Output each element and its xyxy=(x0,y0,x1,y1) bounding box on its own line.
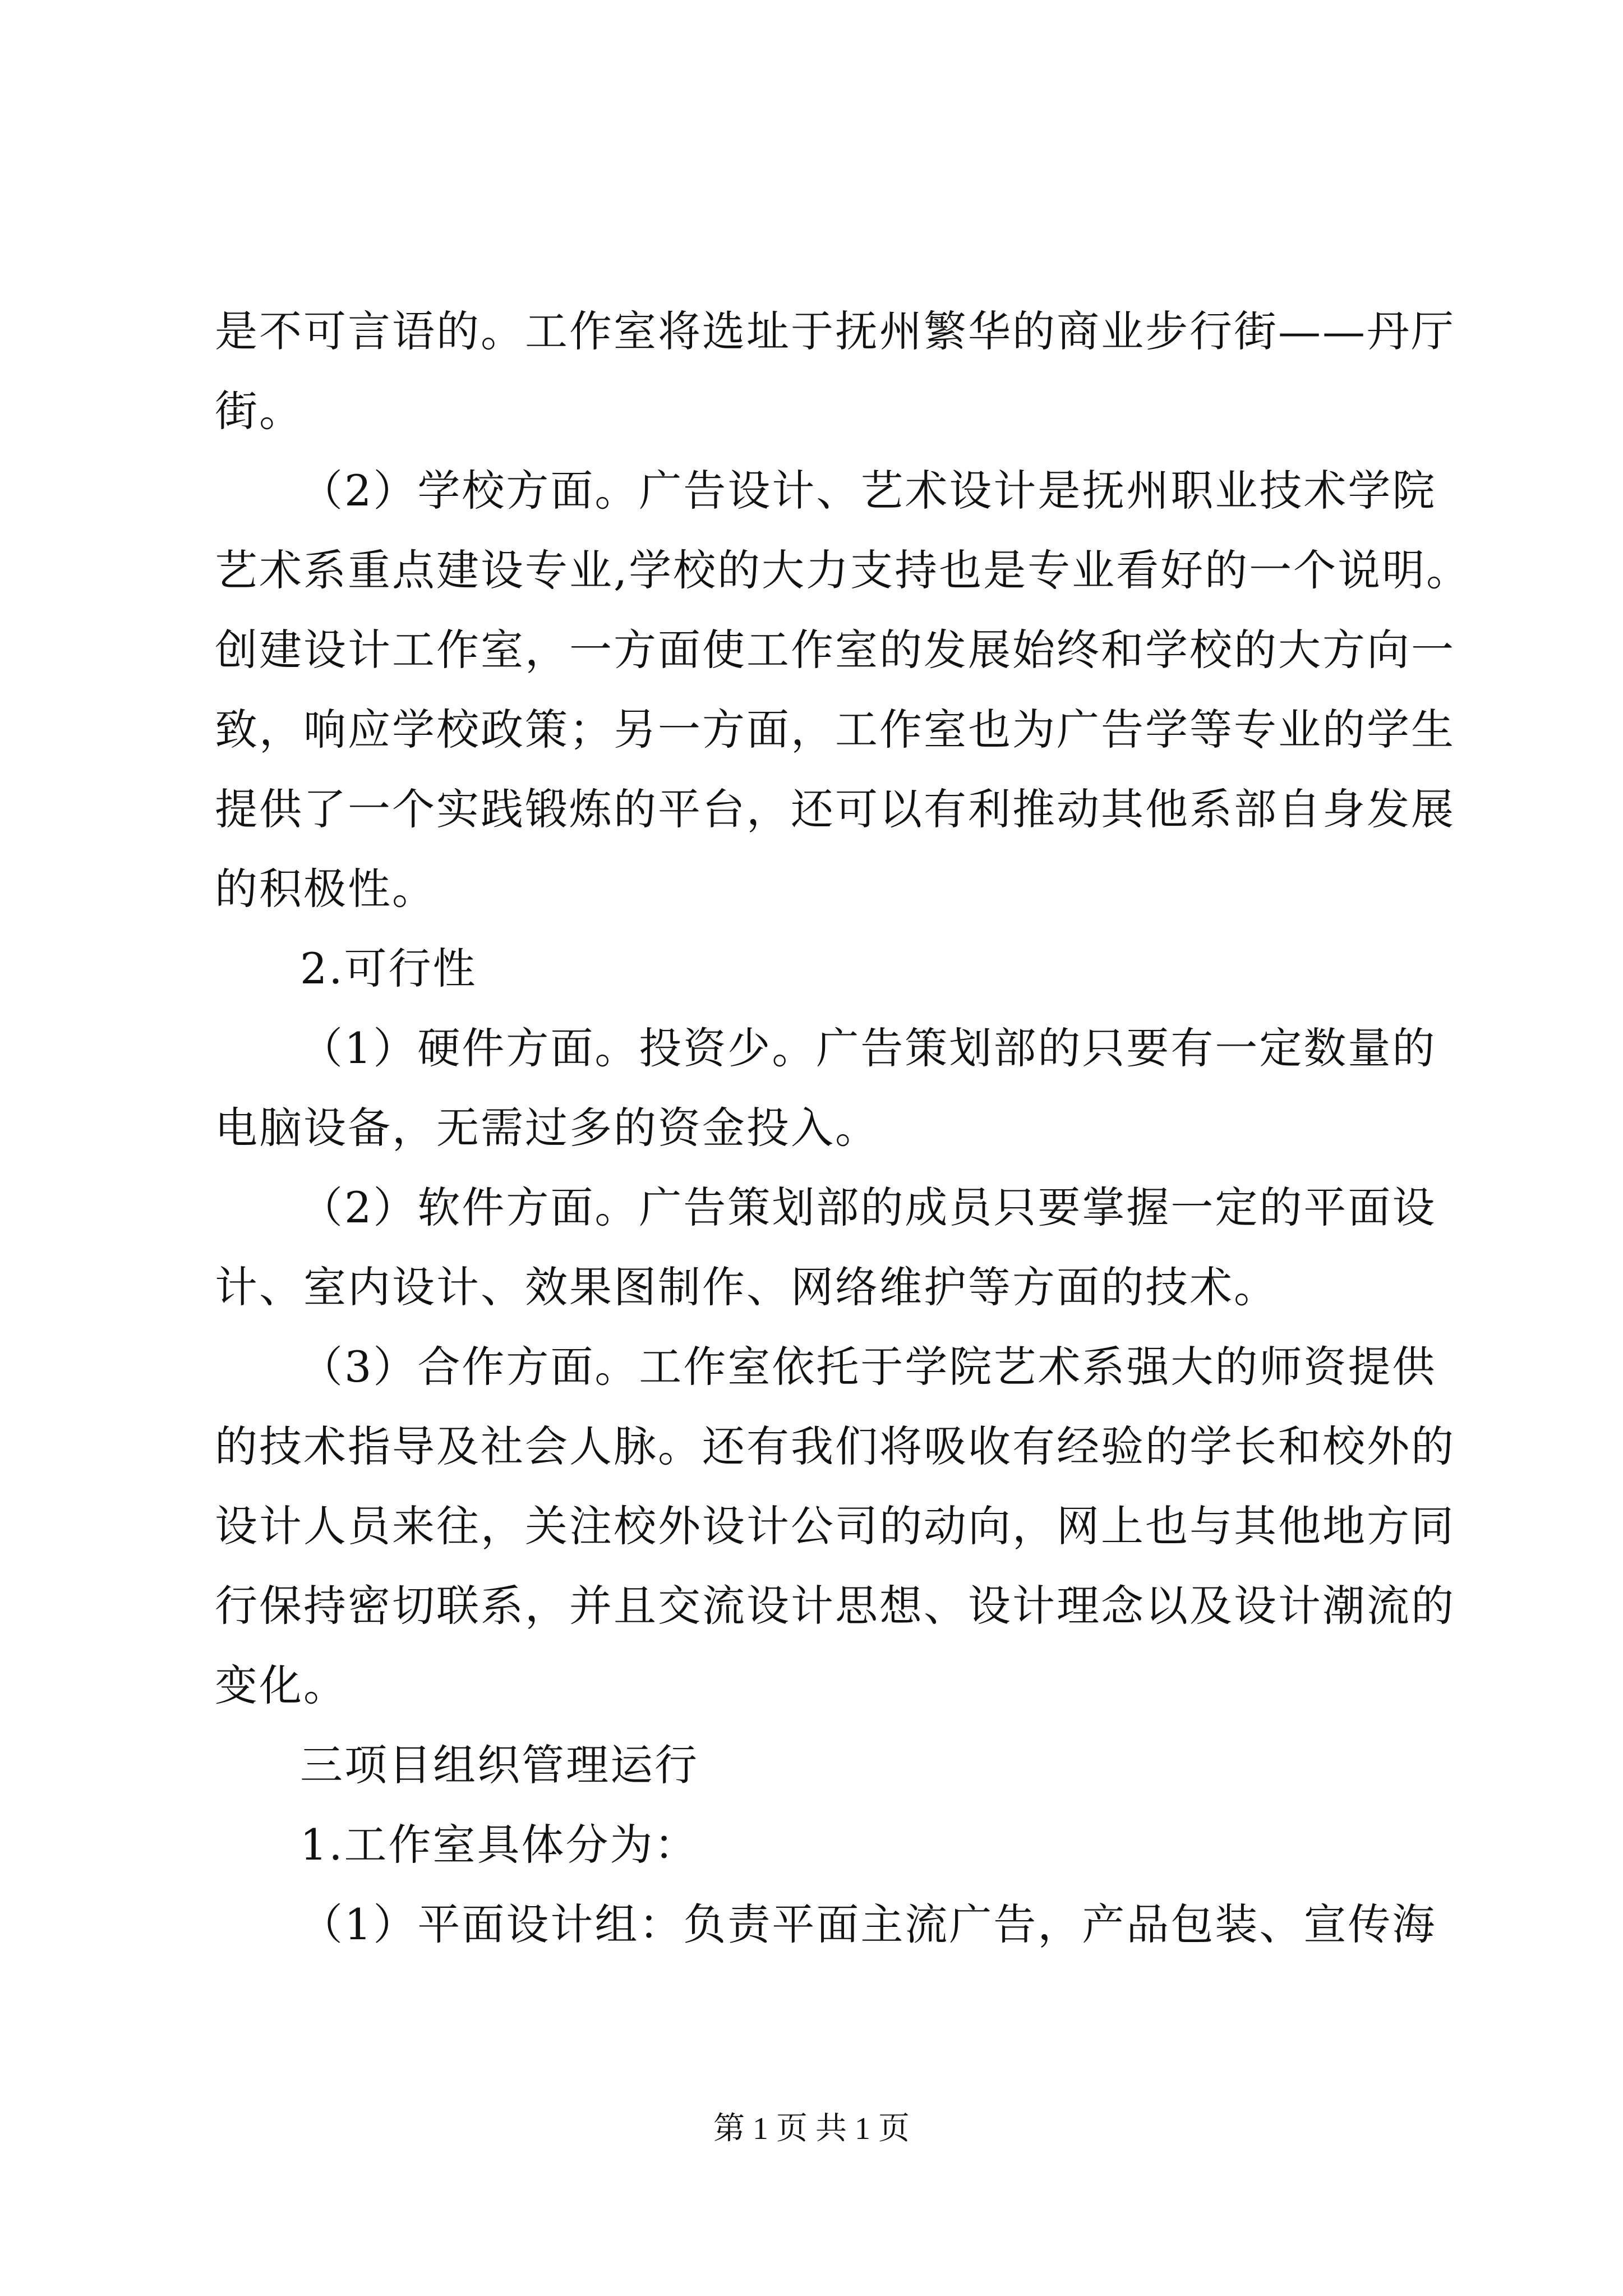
text-line: 设计人员来往，关注校外设计公司的动向，网上也与其他地方同 xyxy=(215,1501,1455,1551)
text-line: 计、室内设计、效果图制作、网络维护等方面的技术。 xyxy=(215,1262,1278,1312)
text-line: （3）合作方面。工作室依托于学院艺术系强大的师资提供 xyxy=(300,1342,1437,1392)
text-line: 是不可言语的。工作室将选址于抚州繁华的商业步行街——丹厅 xyxy=(215,306,1455,356)
text-line: 致，响应学校政策；另一方面，工作室也为广告学等专业的学生 xyxy=(215,705,1455,754)
text-line: 提供了一个实践锻炼的平台，还可以有利推动其他系部自身发展 xyxy=(215,784,1455,834)
text-line: 艺术系重点建设专业,学校的大力支持也是专业看好的一个说明。 xyxy=(215,545,1471,595)
text-line: （1）硬件方面。投资少。广告策划部的只要有一定数量的 xyxy=(300,1023,1437,1073)
text-line: 三项目组织管理运行 xyxy=(300,1740,699,1790)
text-line: 电脑设备，无需过多的资金投入。 xyxy=(215,1103,879,1153)
text-line: 创建设计工作室，一方面使工作室的发展始终和学校的大方向一 xyxy=(215,625,1455,675)
text-line: 2.可行性 xyxy=(300,944,477,993)
text-line: （2）软件方面。广告策划部的成员只要掌握一定的平面设 xyxy=(300,1182,1437,1232)
text-line: 1.工作室具体分为： xyxy=(300,1820,699,1870)
text-line: 的技术指导及社会人脉。还有我们将吸收有经验的学长和校外的 xyxy=(215,1421,1455,1471)
text-line: （1）平面设计组：负责平面主流广告，产品包装、宣传海 xyxy=(300,1899,1437,1949)
text-line: （2）学校方面。广告设计、艺术设计是抚州职业技术学院 xyxy=(300,466,1437,516)
text-line: 街。 xyxy=(215,386,303,436)
text-line: 行保持密切联系，并且交流设计思想、设计理念以及设计潮流的 xyxy=(215,1581,1455,1631)
text-line: 的积极性。 xyxy=(215,864,436,914)
document-body xyxy=(215,292,1471,1964)
text-line: 变化。 xyxy=(215,1660,348,1710)
page-footer: 第 1 页 共 1 页 xyxy=(713,2111,910,2146)
